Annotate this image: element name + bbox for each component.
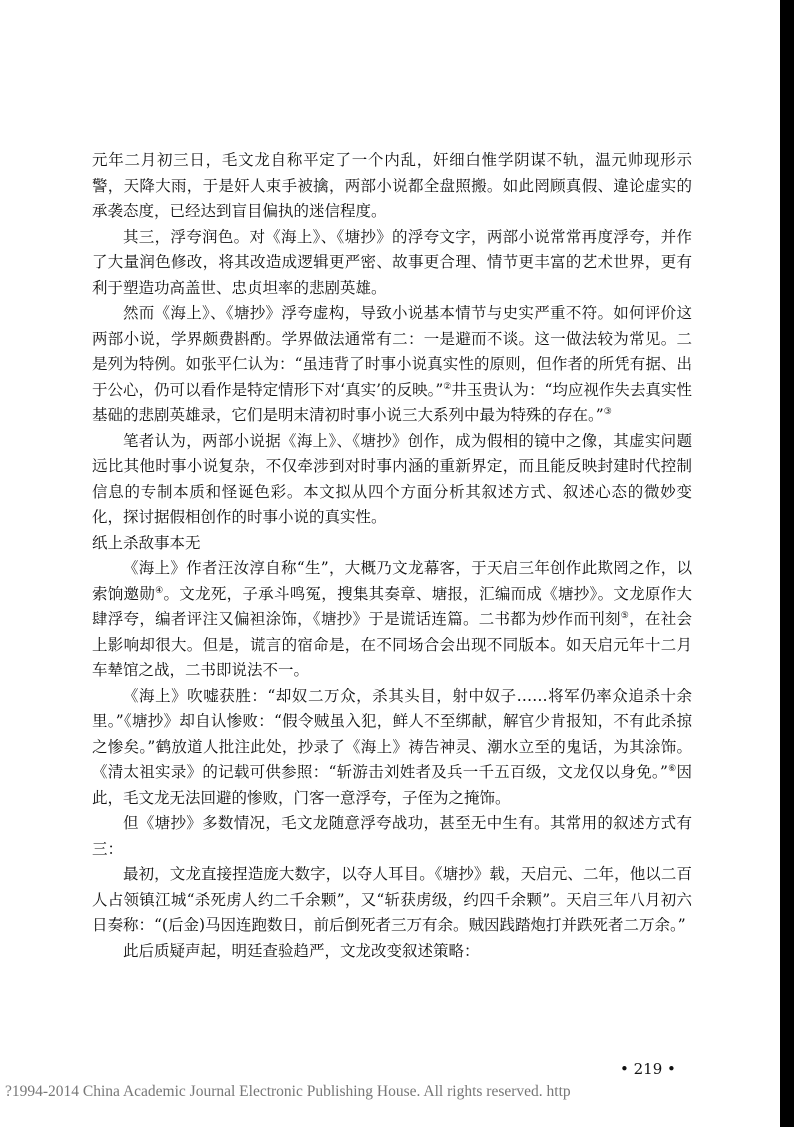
paragraph-text: 笔者认为，两部小说据《海上》、《塘抄》创作，成为假相的镜中之像，其虚实问题远比其他时事小说复杂，不仅牵涉到对时事内涵的重新界定，而且能反映封建时代控制信息的专制本质和怪诞色彩。本文拟从四个方面分析其叙述方式、叙述心态的微妙变化，探讨据假相创作的时事小说的真实性。: [92, 431, 692, 526]
paragraph-6: [92, 684, 692, 812]
paragraph-text: 元年二月初三日，毛文龙自称平定了一个内乱，奸细白惟学阴谋不轨，温元帅现形示警，天降大雨，于是奸人束手被擒，两部小说都全盘照搬。如此罔顾真假、違论虚实的承袭态度，已经达到盲目偏执的迷信程度。: [92, 151, 692, 220]
paragraph-text: ，在社会上影响却很大。但是，谎言的宿命是，在不同场合会出现不同版本。如天启元年十二月车辇馆之战，二书即说法不一。: [92, 610, 692, 679]
footnote-marker: ⑤: [620, 610, 630, 621]
footnote-marker: ③: [603, 406, 612, 417]
copyright-footer: ?1994-2014 China Academic Journal Electronic Publishing House. All rights reserved. http: [5, 1083, 571, 1100]
paragraph-2: [92, 225, 692, 302]
paragraph-text: 《海上》作者汪汝淳自称“生”，大概乃文龙幕客，于天启三年创作此欺罔之作，以索饷邀勋: [92, 559, 692, 603]
article-body: [92, 148, 692, 964]
paragraph-9: [92, 939, 692, 965]
paragraph-text: 此后质疑声起，明廷查验趋严，文龙改变叙述策略：: [123, 941, 480, 960]
paragraph-3: [92, 301, 692, 429]
paragraph-text: 。文龙死，子承斗鸣冤，搜集其奏章、塘报，汇编而成《塘抄》。文龙原作大肆浮夸，编者评注又偏袒涂饰，《塘抄》于是谎话连篇。二书都为炒作而刊刻: [92, 584, 692, 628]
paragraph-text: 但《塘抄》多数情况，毛文龙随意浮夸战功，甚至无中生有。其常用的叙述方式有三：: [92, 814, 692, 858]
section-heading: 纸上杀敌事本无: [92, 533, 201, 552]
footnote-marker: ④: [155, 585, 164, 596]
paragraph-5: [92, 556, 692, 684]
paragraph-text: 井玉贵认为：“均应视作失去真实性基础的悲剧英雄录，它们是明末清初时事小说三大系列中最为特殊的存在。”: [92, 380, 692, 424]
scan-edge-bar: [780, 0, 794, 1127]
paragraph-4: [92, 429, 692, 531]
paragraph-text: 《海上》吹嘘获胜：“却奴二万众，杀其头目，射中奴子……将军仍率众追杀十余里。”《塘抄》却自认惨败：“假令贼虽入犯，鲜人不至绑献，解官少肯报知，不有此杀掠之惨矣。”鹤放道人批注此处，抄录了《海上》祷告神灵、潮水立至的鬼话，为其涂饰。《清太祖实录》的记载可供参照：“斩游击刘姓者及兵一千五百级，文龙仅以身免。”: [92, 686, 692, 781]
paragraph-text: 其三，浮夸润色。对《海上》、《塘抄》的浮夸文字，两部小说常常再度浮夸，并作了大量润色修改，将其改造成逻辑更严密、故事更合理、情节更丰富的艺术世界，更有利于塑造功高盖世、忠贞坦率的悲剧英雄。: [92, 227, 692, 297]
footnote-marker: ⑥: [667, 763, 677, 774]
paragraph-1: [92, 148, 692, 225]
paragraph-8: [92, 862, 692, 939]
paragraph-text: 最初，文龙直接捏造庞大数字，以夺人耳目。《塘抄》载，天启元、二年，他以二百人占领镇江城“杀死虏人约二千余颗”，又“斩获虏级，约四千余颗”。天启三年八月初六日奏称：“(后金)马因连跑数日，前后倒死者三万有余。贼因践踏炮打并跌死者二万余。”: [92, 865, 692, 934]
footnote-marker: ②: [443, 381, 452, 392]
paragraph-7: [92, 811, 692, 862]
paragraph-text: 因此，毛文龙无法回避的惨败，门客一意浮夸，子侄为之掩饰。: [92, 763, 692, 807]
page-number: • 219 •: [620, 1060, 676, 1078]
paragraph-text: 然而《海上》、《塘抄》浮夸虚构，导致小说基本情节与史实严重不符。如何评价这两部小说，学界颇费斟酌。学界做法通常有二：一是避而不谈。这一做法较为常见。二是列为特例。如张平仁认为：“虽违背了时事小说真实性的原则，但作者的所凭有据、出于公心，仍可以看作是特定情形下对‘真实’的反映。”: [92, 304, 692, 399]
